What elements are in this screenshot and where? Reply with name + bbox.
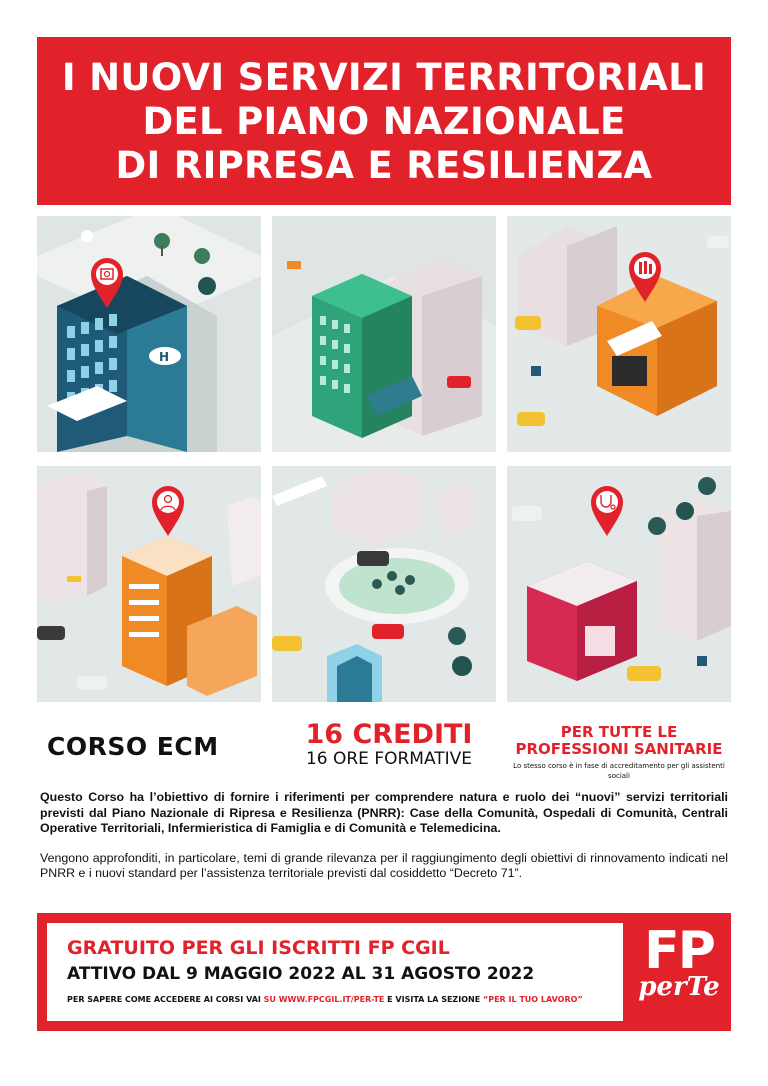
logo-fp: FP bbox=[644, 921, 714, 981]
professioni-block bbox=[507, 724, 731, 781]
corso-ecm-label: CORSO ECM bbox=[47, 732, 219, 761]
access-text-c: E VISITA LA SEZIONE bbox=[384, 995, 483, 1004]
website-link[interactable]: SU WWW.FPCGIL.IT/PER-TE bbox=[263, 995, 385, 1004]
crediti-value: 16 CREDITI bbox=[305, 719, 473, 750]
accreditamento-note: Lo stesso corso è in fase di accreditamento per gli assistenti sociali bbox=[513, 762, 725, 780]
access-instructions bbox=[67, 995, 583, 1004]
stethoscope-icon bbox=[589, 484, 625, 538]
fp-perte-logo bbox=[633, 921, 725, 1021]
title-line-3: DI RIPRESA E RESILIENZA bbox=[115, 144, 653, 187]
title-line-2: DEL PIANO NAZIONALE bbox=[142, 100, 626, 143]
tile-hospital bbox=[37, 216, 261, 452]
hospital-calendar-icon bbox=[89, 256, 125, 310]
tile-clinic bbox=[507, 466, 731, 702]
ore-formative: 16 ORE FORMATIVE bbox=[305, 749, 473, 769]
community-people-icon bbox=[150, 484, 186, 538]
professioni-label: PER TUTTE LE PROFESSIONI SANITARIE bbox=[515, 723, 723, 758]
footer-banner bbox=[37, 913, 731, 1031]
attivo-dates: ATTIVO DAL 9 MAGGIO 2022 AL 31 AGOSTO 2022 bbox=[67, 964, 535, 984]
title-line-1: I NUOVI SERVIZI TERRITORIALI bbox=[61, 56, 707, 99]
section-link[interactable]: “PER IL TUO LAVORO” bbox=[482, 995, 583, 1004]
city-illustration bbox=[37, 216, 731, 702]
gratuito-label: GRATUITO PER GLI ISCRITTI FP CGIL bbox=[67, 937, 450, 959]
description-paragraph-1: Questo Corso ha l’obiettivo di fornire i riferimenti per comprendere natura e ruolo dei “nuovi” servizi territoriali previsti dal Piano Nazionale di Ripresa e Resilienza (PNRR): Case della Comunità, Ospedali di Comunità, Centrali Operative Territoriali, Infermieristica di Famiglia e di Comunità e Telemedicina. bbox=[40, 790, 728, 835]
header-banner bbox=[37, 37, 731, 205]
tile-pharmacy bbox=[507, 216, 731, 452]
access-text-a: PER SAPERE COME ACCEDERE AI CORSI VAI bbox=[67, 995, 264, 1004]
pharmacy-icon bbox=[627, 250, 663, 304]
tile-green-building bbox=[272, 216, 496, 452]
logo-perte: perTe bbox=[638, 972, 720, 1002]
description-paragraph-2: Vengono approfonditi, in particolare, temi di grande rilevanza per il raggiungimento degli obiettivi di rinnovamento indicati nel PNRR e i nuovi standard per l’assistenza territoriale previsti dal cosiddetto “Decreto 71”. bbox=[40, 850, 728, 880]
tile-roundabout bbox=[272, 466, 496, 702]
footer-info-box bbox=[47, 923, 623, 1021]
tile-community-house bbox=[37, 466, 261, 702]
crediti-block bbox=[289, 720, 489, 768]
course-description bbox=[40, 790, 728, 896]
info-row bbox=[37, 718, 731, 778]
svg-text:H: H bbox=[159, 350, 170, 364]
